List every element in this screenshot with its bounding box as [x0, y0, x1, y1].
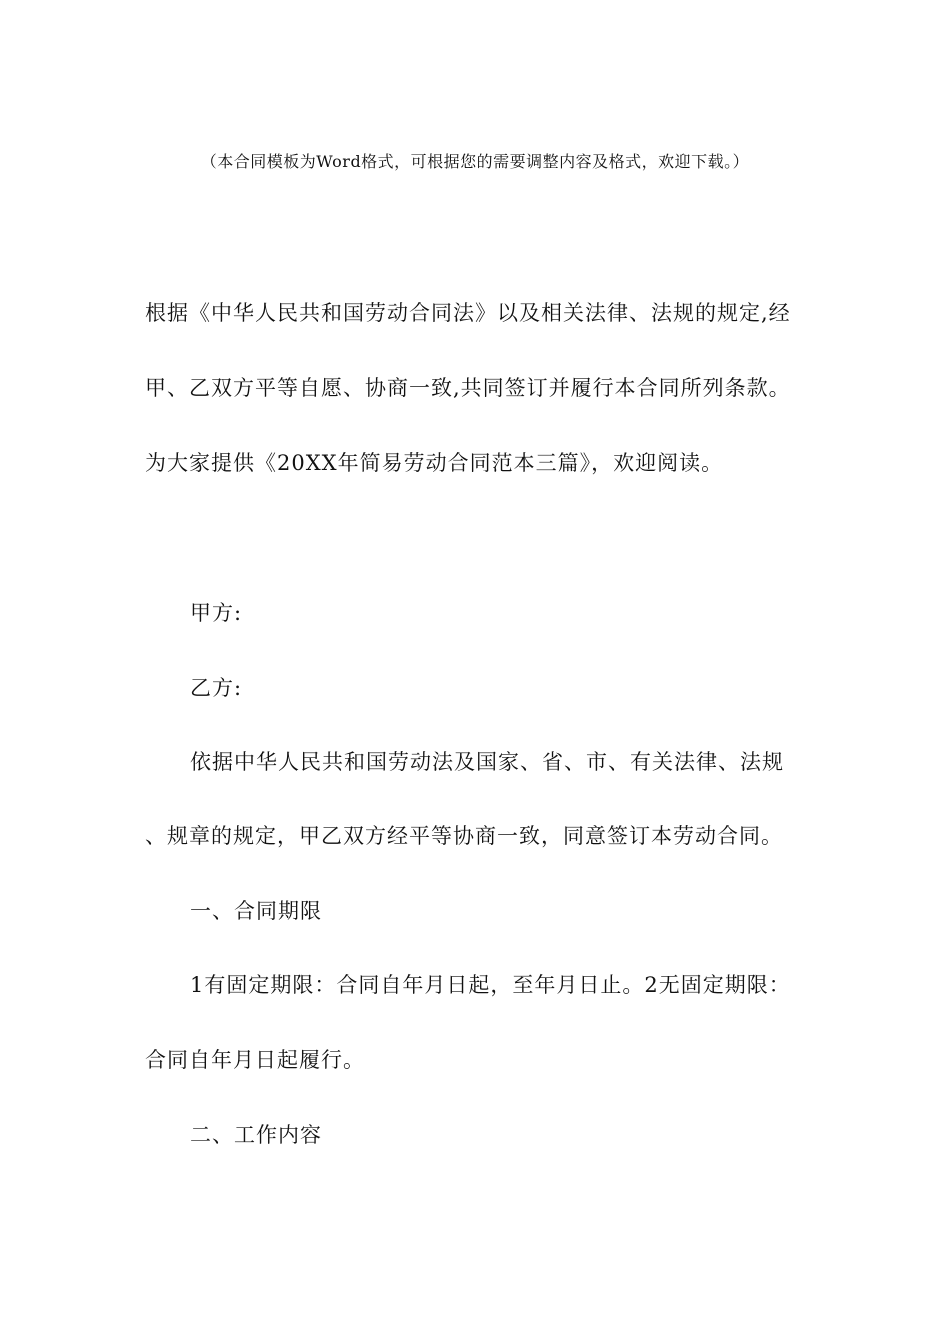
intro-line-2: 甲、乙双方平等自愿、协商一致,共同签订并履行本合同所列条款。 [145, 376, 791, 400]
basis-line-2: 、规章的规定，甲乙双方经平等协商一致，同意签订本劳动合同。 [145, 824, 783, 848]
section-1-line-2: 合同自年月日起履行。 [145, 1048, 365, 1072]
basis-line-1: 依据中华人民共和国劳动法及国家、省、市、有关法律、法规 [190, 750, 784, 774]
intro-line-3: 为大家提供《20XX年简易劳动合同范本三篇》，欢迎阅读。 [145, 451, 724, 475]
section-1-line-1: 1有固定期限：合同自年月日起，至年月日止。2无固定期限： [190, 973, 791, 997]
template-note: （本合同模板为Word格式，可根据您的需要调整内容及格式，欢迎下载。） [200, 152, 750, 171]
section-1-heading: 一、合同期限 [190, 899, 322, 923]
section-2-heading: 二、工作内容 [190, 1123, 322, 1147]
party-a-label: 甲方: [190, 601, 243, 625]
party-b-label: 乙方: [190, 676, 243, 700]
intro-line-1: 根据《中华人民共和国劳动合同法》以及相关法律、法规的规定,经 [145, 301, 791, 325]
